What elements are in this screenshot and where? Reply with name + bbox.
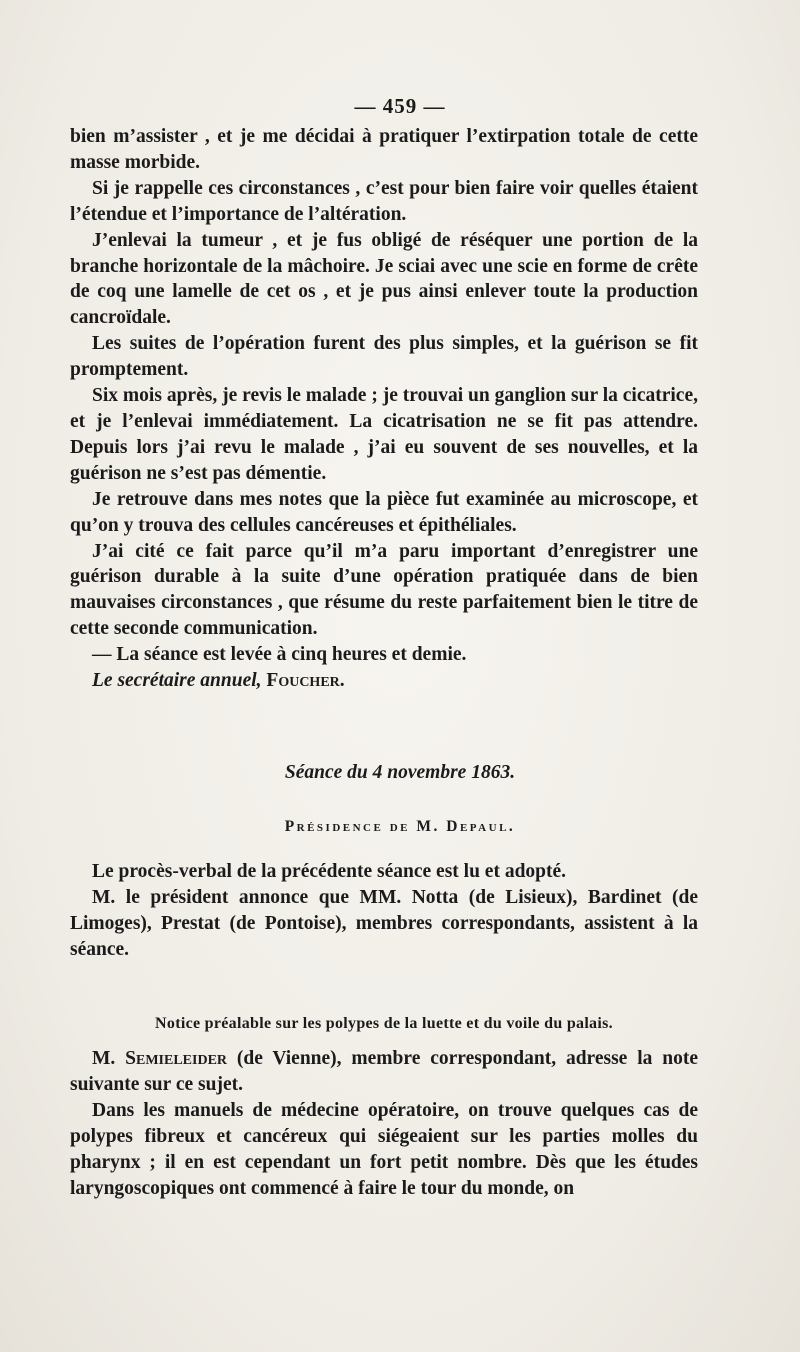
text-block-case-report bbox=[70, 124, 698, 694]
paragraph: J’enlevai la tumeur , et je fus obligé de réséquer une portion de la branche horizontale de la mâchoire. Je sciai avec une scie en forme de crête de coq une lamelle de cet os , et je pus ainsi enlever toute la production cancroïdale. bbox=[70, 229, 698, 329]
paragraph: Si je rappelle ces circonstances , c’est pour bien faire voir quelles étaient l’étendue et l’importance de l’altération. bbox=[70, 177, 698, 225]
seance-heading: Séance du 4 novembre 1863. bbox=[284, 762, 516, 783]
signature-name: Foucher. bbox=[266, 670, 345, 692]
paragraph bbox=[70, 1046, 698, 1098]
paragraph: Six mois après, je revis le malade ; je trouvai un ganglion sur la cicatrice, et je l’enlevai immédiatement. La cicatrisation ne se fit pas attendre. Depuis lors j’ai revu le malade , j’ai eu souvent de ses nouvelles, et la guérison ne s’est pas démentie. bbox=[70, 385, 698, 484]
intro-text: (de Vienne), membre correspondant, adresse la note suivante sur ce sujet. bbox=[70, 1048, 698, 1095]
notice-title: Notice préalable sur les polypes de la luette et du voile du palais. bbox=[155, 1015, 613, 1032]
paragraph: Je retrouve dans mes notes que la pièce fut examinée au microscope, et qu’on y trouva des cellules cancéreuses et épithéliales. bbox=[70, 488, 698, 536]
paragraph: — La séance est levée à cinq heures et demie. bbox=[92, 644, 467, 666]
page-number: — 459 — bbox=[354, 94, 446, 118]
paragraph: Dans les manuels de médecine opératoire, on trouve quelques cas de polypes fibreux et cancéreux qui siégeaient sur les parties molles du pharynx ; il en est cependant un fort petit nombre. Dès que les études laryngoscopiques ont commencé à faire le tour du monde, on bbox=[70, 1099, 698, 1199]
text-block-notice bbox=[70, 1046, 698, 1201]
presidence-heading: Présidence de M. Depaul. bbox=[284, 818, 516, 835]
author-name: M. Semieleider bbox=[92, 1048, 228, 1069]
paragraph: Les suites de l’opération furent des plus simples, et la guérison se fit promptement. bbox=[70, 333, 698, 381]
signature-role: Le secrétaire annuel, bbox=[92, 670, 262, 692]
signature-line bbox=[70, 668, 698, 694]
paragraph: J’ai cité ce fait parce qu’il m’a paru important d’enregistrer une guérison durable à la suite d’une opération pratiquée dans de bien mauvaises circonstances , que résume du reste parfaitement bien le titre de cette seconde communication. bbox=[70, 540, 698, 640]
paragraph: M. le président annonce que MM. Notta (de Lisieux), Bardinet (de Limoges), Prestat (de Pontoise), membres correspondants, assistent à la séance. bbox=[70, 886, 698, 960]
text-block-minutes bbox=[70, 859, 698, 963]
paragraph: Le procès-verbal de la précédente séance est lu et adopté. bbox=[92, 861, 567, 882]
paragraph: bien m’assister , et je me décidai à pratiquer l’extirpation totale de cette masse morbide. bbox=[70, 126, 698, 173]
